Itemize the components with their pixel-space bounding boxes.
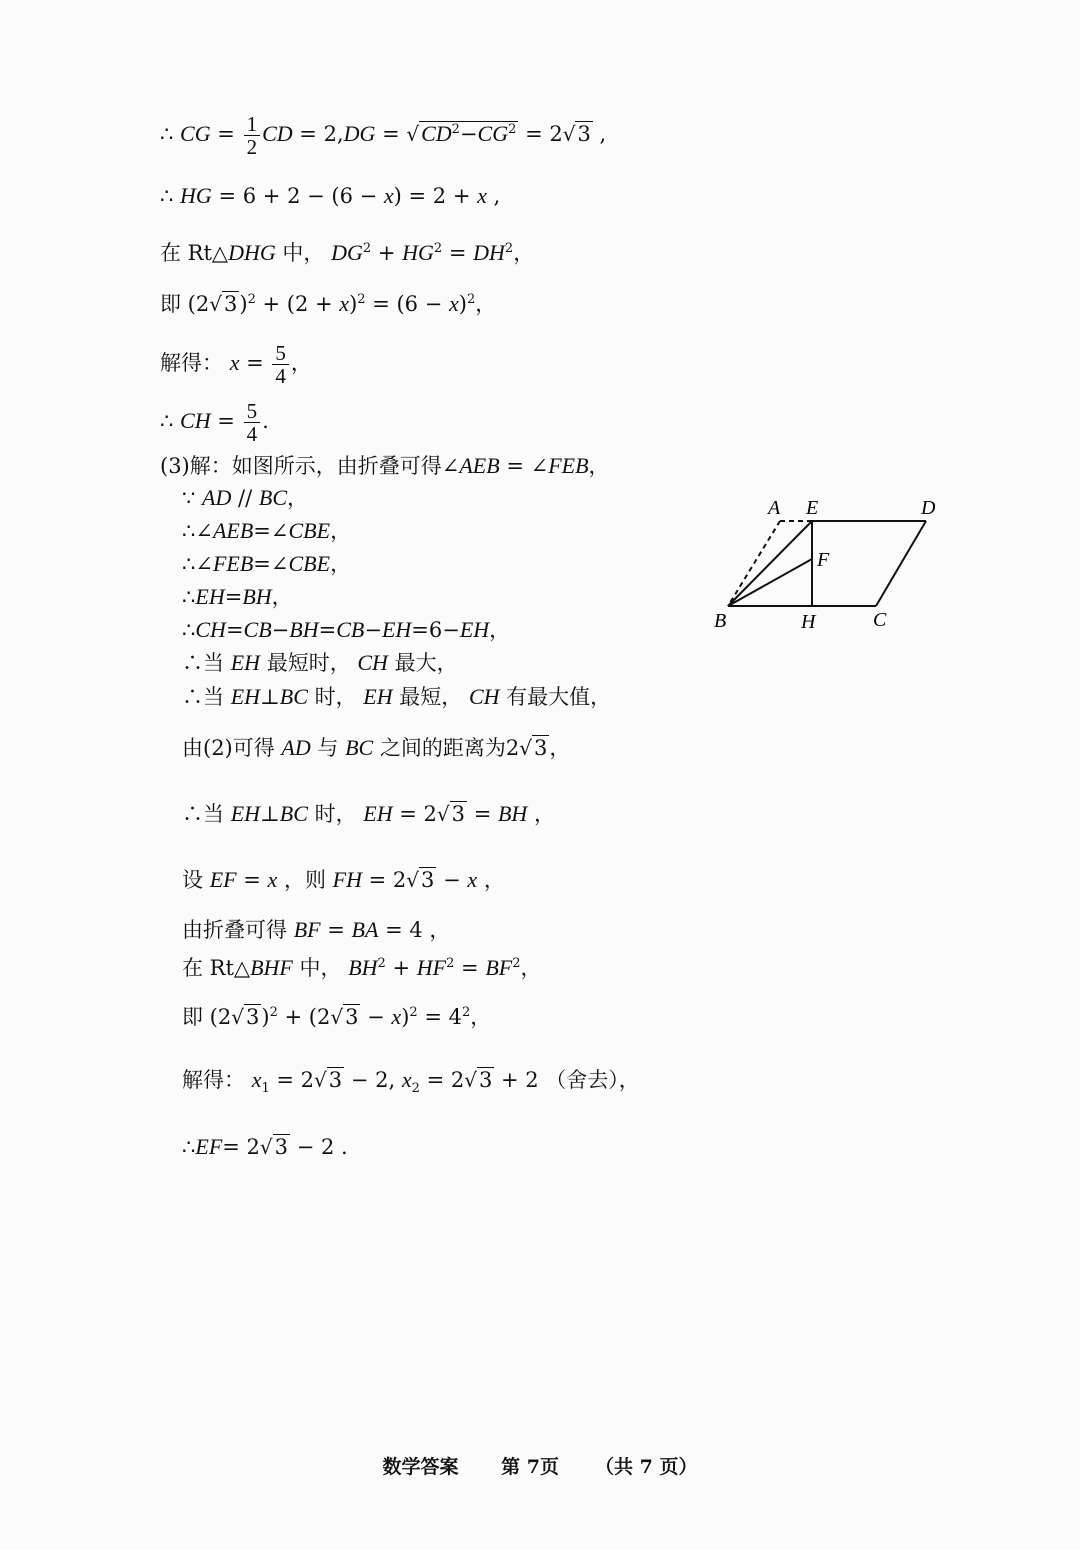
- footer-total-pages: （共 7 页）: [595, 1456, 698, 1478]
- line-10: ∴∠FEB=∠CBE，: [182, 551, 352, 576]
- line-2: ∴ HG = 6 + 2 − (6 − x) = 2 + x ,: [160, 183, 501, 208]
- line-17: 设 EF = x ，则 FH = 2√3 − x ，: [182, 867, 505, 892]
- line-12: ∴CH=CB−BH=CB−EH=6−EH，: [182, 617, 511, 642]
- parallelogram-fold-diagram: [700, 490, 960, 640]
- label-B: B: [714, 610, 727, 632]
- segment-CD: [876, 521, 926, 606]
- line-5: 解得： x = $\frac{5}{4}$ ，: [160, 341, 312, 388]
- line-16: ∴当 EH⊥BC 时， EH = 2√3 = BH ，: [182, 801, 555, 826]
- segment-AB: [728, 521, 780, 606]
- segment-BF: [728, 559, 812, 606]
- footer-page-number: 第 7页: [501, 1456, 560, 1478]
- line-9: ∴∠AEB=∠CBE，: [182, 518, 352, 543]
- label-D: D: [921, 497, 936, 519]
- line-19: 在 Rt△BHF 中， $BH^2 + HF^2 = BF^2$，: [182, 955, 542, 980]
- line-8: ∵ AD // BC，: [182, 485, 309, 510]
- segment-BE: [728, 521, 812, 606]
- label-F: F: [817, 549, 830, 571]
- line-1: ∴ CG = $\frac{1}{2}$ CD = $2,DG = √CD^2-CG^2 = 2√3$ ,: [160, 112, 607, 159]
- line-18: 由折叠可得 BF = BA = 4 ，: [182, 917, 451, 942]
- line-13: ∴当 EH 最短时， CH 最大，: [182, 650, 458, 675]
- line-20: 即 $(2√3)^2 + (2√3 - x)^2 = 4^2$，: [182, 1004, 492, 1029]
- label-C: C: [873, 609, 887, 631]
- line-14: ∴当 EH⊥BC 时， EH 最短， CH 有最大值，: [182, 684, 612, 709]
- line-7: (3)解：如图所示，由折叠可得∠AEB = ∠FEB，: [160, 453, 610, 478]
- label-H: H: [801, 611, 816, 633]
- line-4: 即 $(2√3)^2 + (2 + x)^2 = (6 - x)^2$，: [160, 291, 497, 316]
- label-A: A: [768, 497, 781, 519]
- page-footer: [0, 1452, 1080, 1479]
- line-3: 在 Rt△DHG 中， $DG^2 + HG^2 = DH^2$，: [160, 240, 535, 265]
- line-15: 由(2)可得 AD 与 BC 之间的距离为2√3，: [182, 735, 571, 760]
- footer-subject: 数学答案: [382, 1456, 459, 1478]
- line-21: 解得： $x_1 = 2√3 - 2$, $x_2 = 2√3 + 2$ （舍去），: [182, 1067, 640, 1097]
- line-11: ∴EH=BH，: [182, 584, 293, 609]
- line-6: ∴ CH = $\frac{5}{4}$ .: [160, 399, 269, 446]
- label-E: E: [806, 497, 819, 519]
- line-22: ∴EF= 2√3 − 2 .: [182, 1134, 348, 1159]
